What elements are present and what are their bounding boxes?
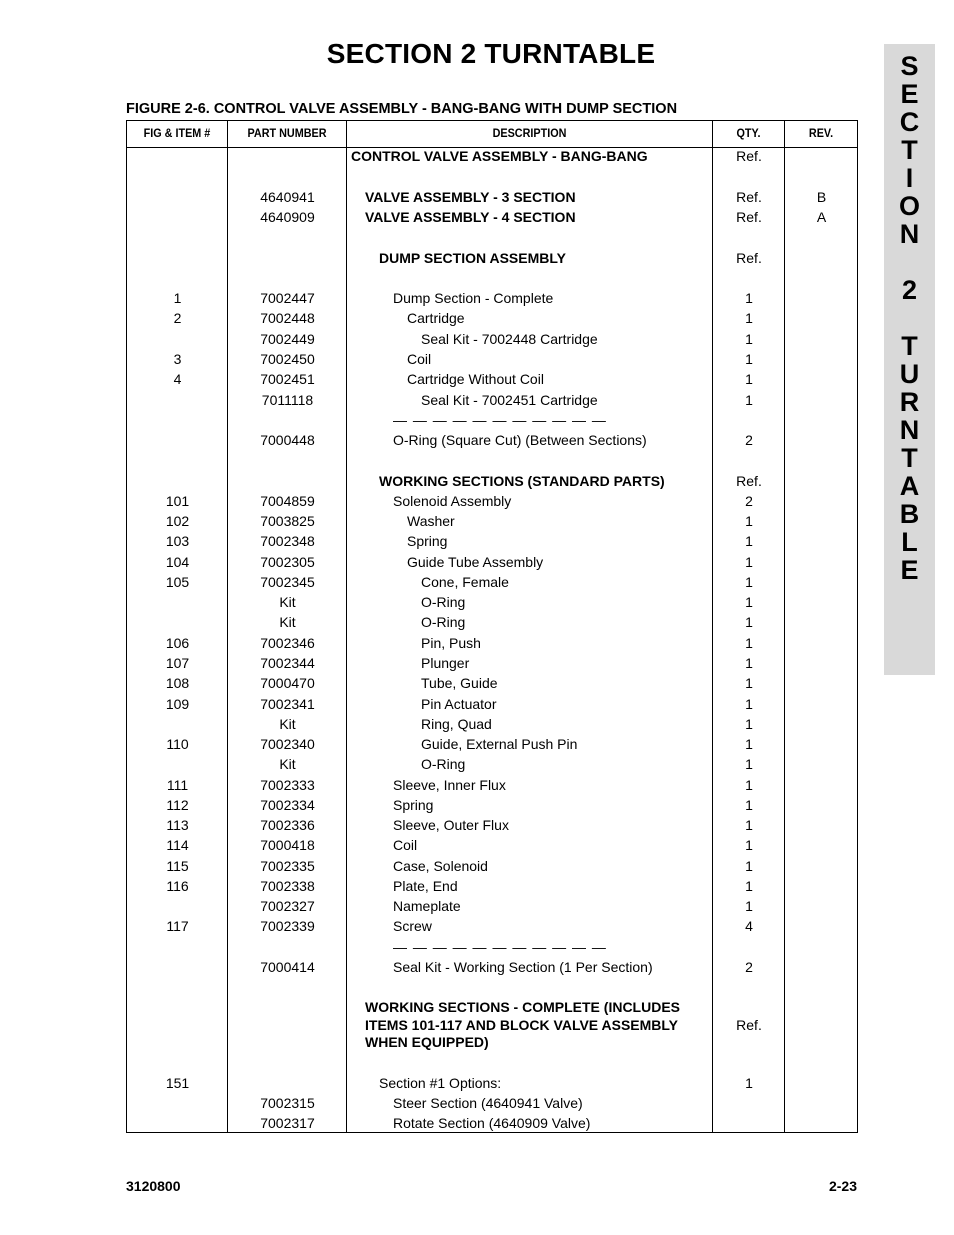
description: Spring [407,533,448,549]
description: Nameplate [393,898,461,914]
part-number: 7002346 [260,635,315,651]
part-number: 7002340 [260,736,315,752]
description: Seal Kit - 7002451 Cartridge [421,392,598,408]
description: CONTROL VALVE ASSEMBLY - BANG-BANG [351,148,648,164]
description: Spring [393,797,434,813]
quantity: Ref. [736,148,762,164]
description: O-Ring [421,756,466,772]
side-tab-letter: I [905,163,914,193]
quantity: 1 [745,655,753,671]
quantity: 1 [745,371,753,387]
description: WORKING SECTIONS (STANDARD PARTS) [379,473,665,489]
description: — — — — — — — — — — — [393,412,607,428]
item-number: 105 [165,574,190,590]
description: Sleeve, Inner Flux [393,777,506,793]
quantity: 1 [745,797,753,813]
part-number: 7002338 [260,878,315,894]
quantity: 2 [745,959,753,975]
description: O-Ring [421,614,466,630]
side-tab-letter: O [898,191,920,221]
item-number: 101 [165,493,190,509]
description: Rotate Section (4640909 Valve) [393,1115,591,1131]
part-number: 7002335 [260,858,315,874]
quantity: Ref. [736,209,762,225]
part-number: Kit [279,614,296,630]
part-number: 7002317 [260,1115,315,1131]
part-number: 7002333 [260,777,315,793]
item-number: 2 [173,310,182,326]
item-number: 109 [165,696,190,712]
part-number: 7004859 [260,493,315,509]
quantity: 1 [745,736,753,752]
quantity: 1 [745,533,753,549]
description: Guide, External Push Pin [421,736,578,752]
description: Seal Kit - 7002448 Cartridge [421,331,598,347]
item-number: 110 [166,736,189,752]
quantity: 1 [745,777,753,793]
part-number: Kit [279,756,296,772]
description: Seal Kit - Working Section (1 Per Section) [393,959,653,975]
quantity: 1 [745,858,753,874]
header-description: DESCRIPTION [492,126,567,140]
item-number: 108 [165,675,190,691]
description: Dump Section - Complete [393,290,554,306]
side-tab-letter: S [900,51,919,81]
part-number: 7002334 [260,797,315,813]
part-number: 7003825 [260,513,315,529]
description: O-Ring (Square Cut) (Between Sections) [393,432,647,448]
revision: B [816,189,827,205]
side-tab-letters [884,52,935,584]
part-number: 7011118 [261,392,314,408]
quantity: 1 [745,594,753,610]
item-number: 107 [165,655,190,671]
part-number: 7002339 [260,918,315,934]
item-number: 102 [165,513,190,529]
side-tab-letter: L [901,527,918,557]
description: WHEN EQUIPPED) [365,1034,489,1050]
part-number: 7000414 [260,959,315,975]
description: DUMP SECTION ASSEMBLY [379,250,566,266]
item-number: 106 [165,635,190,651]
parts-table [126,120,858,1133]
table-header [127,121,857,148]
side-tab-letter: E [900,555,919,585]
description: Ring, Quad [421,716,492,732]
item-number: 115 [166,858,189,874]
side-tab-letter: B [899,499,920,529]
document-number: 3120800 [126,1178,181,1194]
page-number: 2-23 [828,1178,857,1194]
header-item: FIG & ITEM # [143,126,211,140]
description: Pin, Push [421,635,481,651]
description: ITEMS 101-117 AND BLOCK VALVE ASSEMBLY [365,1017,678,1033]
item-number: 4 [173,371,182,387]
description: Cartridge Without Coil [407,371,544,387]
header-part-number: PART NUMBER [247,126,327,140]
description: Solenoid Assembly [393,493,512,509]
part-number: 7000418 [260,837,315,853]
quantity: 1 [745,1075,753,1091]
item-number: 111 [166,777,189,793]
description: Washer [407,513,455,529]
part-number: Kit [279,594,296,610]
quantity: 1 [745,817,753,833]
item-number: 116 [166,878,189,894]
quantity: Ref. [736,250,762,266]
description: Plate, End [393,878,458,894]
quantity: 1 [745,554,753,570]
part-number: Kit [279,716,296,732]
description: VALVE ASSEMBLY - 4 SECTION [365,209,576,225]
item-number: 112 [166,797,189,813]
quantity: 1 [745,878,753,894]
description: Coil [407,351,432,367]
part-number: 7002451 [260,371,315,387]
quantity: 1 [745,635,753,651]
description: Pin Actuator [421,696,497,712]
side-tab-letter: N [899,415,920,445]
part-number: 7002327 [260,898,315,914]
quantity: 1 [745,837,753,853]
side-tab-letter: E [900,79,919,109]
part-number: 7002348 [260,533,315,549]
description: WORKING SECTIONS - COMPLETE (INCLUDES [365,999,680,1015]
side-tab-letter: A [899,471,920,501]
quantity: 2 [745,493,753,509]
part-number: 7002447 [260,290,315,306]
side-tab-letter: 2 [901,275,918,305]
part-number: 7002450 [260,351,315,367]
item-number: 113 [166,817,189,833]
page-title: SECTION 2 TURNTABLE [326,38,656,69]
description: Case, Solenoid [393,858,488,874]
quantity: Ref. [736,473,762,489]
quantity: 1 [745,696,753,712]
item-number: 103 [165,533,190,549]
part-number: 4640909 [260,209,315,225]
quantity: 1 [745,574,753,590]
description: Coil [393,837,418,853]
revision: A [816,209,827,225]
item-number: 1 [173,290,182,306]
quantity: 1 [745,331,753,347]
part-number: 7002345 [260,574,315,590]
side-tab-letter: T [901,135,918,165]
description: Guide Tube Assembly [407,554,544,570]
part-number: 7002305 [260,554,315,570]
description: Section #1 Options: [379,1075,502,1091]
description: Cartridge [407,310,465,326]
quantity: 4 [745,918,753,934]
header-qty: QTY. [736,126,761,140]
part-number: 7002315 [260,1095,315,1111]
description: VALVE ASSEMBLY - 3 SECTION [365,189,576,205]
quantity: Ref. [736,1017,762,1033]
description: Cone, Female [421,574,509,590]
part-number: 7002448 [260,310,315,326]
part-number: 7002344 [260,655,315,671]
description: Plunger [421,655,470,671]
item-number: 151 [165,1075,190,1091]
section-side-tab [884,44,935,675]
table-body [127,148,857,1132]
quantity: Ref. [736,189,762,205]
item-number: 114 [166,837,189,853]
side-tab-letter: U [899,359,920,389]
part-number: 7002336 [260,817,315,833]
quantity: 2 [745,432,753,448]
description: O-Ring [421,594,466,610]
quantity: 1 [745,513,753,529]
description: Steer Section (4640941 Valve) [393,1095,583,1111]
part-number: 7002449 [260,331,315,347]
item-number: 104 [165,554,190,570]
part-number: 7002341 [260,696,315,712]
figure-title: FIGURE 2-6. CONTROL VALVE ASSEMBLY - BANG-BANG WITH DUMP SECTION [126,101,678,117]
description: Tube, Guide [421,675,498,691]
part-number: 7000470 [260,675,315,691]
side-tab-letter: N [899,219,920,249]
description: Sleeve, Outer Flux [393,817,509,833]
quantity: 1 [745,310,753,326]
part-number: 4640941 [260,189,315,205]
side-tab-letter: R [899,387,920,417]
side-tab-letter: C [899,107,920,137]
side-tab-letter: T [901,443,918,473]
quantity: 1 [745,675,753,691]
item-number: 3 [173,351,182,367]
quantity: 1 [745,756,753,772]
description: — — — — — — — — — — — [393,939,607,955]
quantity: 1 [745,351,753,367]
quantity: 1 [745,614,753,630]
item-number: 117 [166,918,189,934]
description: Screw [393,918,432,934]
part-number: 7000448 [260,432,315,448]
quantity: 1 [745,716,753,732]
quantity: 1 [745,392,753,408]
header-rev: REV. [808,126,834,140]
quantity: 1 [745,290,753,306]
side-tab-letter: T [901,331,918,361]
quantity: 1 [745,898,753,914]
